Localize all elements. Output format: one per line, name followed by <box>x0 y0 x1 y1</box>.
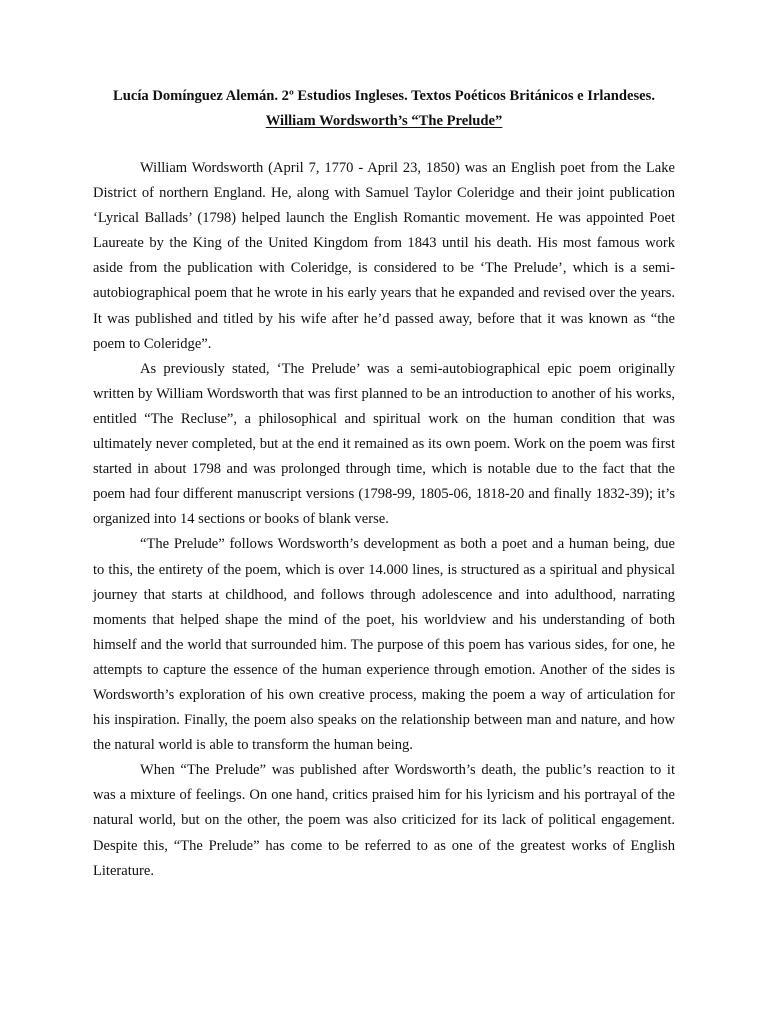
course-line: Lucía Domínguez Alemán. 2º Estudios Ingleses. Textos Poéticos Británicos e Irlandeses. <box>113 88 655 104</box>
document-page <box>93 84 675 884</box>
paragraph-introduction: William Wordsworth (April 7, 1770 - April 23, 1850) was an English poet from the Lake District of northern England. He, along with Samuel Taylor Coleridge and their joint publication ‘Lyrical Ballads’ (1798) helped launch the English Romantic movement. He was appointed Poet Laureate by the King of the United Kingdom from 1843 until his death. His most famous work aside from the publication with Coleridge, is considered to be ‘The Prelude’, which is a semi-autobiographical poem that he wrote in his early years that he expanded and revised over the years. It was published and titled by his wife after he’d passed away, before that it was known as “the poem to Coleridge”. <box>93 160 675 352</box>
document-header <box>93 84 675 134</box>
paragraph-background: As previously stated, ‘The Prelude’ was a semi-autobiographical epic poem originally written by William Wordsworth that was first planned to be an introduction to another of his works, entitled “The Recluse”, a philosophical and spiritual work on the human condition that was ultimately never completed, but at the end it remained as its own poem. Work on the poem was first started in about 1798 and was prolonged through time, which is notable due to the fact that the poem had four different manuscript versions (1798-99, 1805-06, 1818-20 and finally 1832-39); it’s organized into 14 sections or books of blank verse. <box>93 360 675 528</box>
essay-title: William Wordsworth’s “The Prelude” <box>265 113 503 129</box>
essay-body <box>93 156 675 884</box>
paragraph-themes: “The Prelude” follows Wordsworth’s development as both a poet and a human being, due to this, the entirety of the poem, which is over 14.000 lines, is structured as a spiritual and physical journey that starts at childhood, and follows through adolescence and into adulthood, narrating moments that helped shape the mind of the poet, his worldview and his understanding of both himself and the world that surrounded him. The purpose of this poem has various sides, for one, he attempts to capture the essence of the human experience through emotion. Another of the sides is Wordsworth’s exploration of his own creative process, making the poem a way of articulation for his inspiration. Finally, the poem also speaks on the relationship between man and nature, and how the natural world is able to transform the human being. <box>93 536 675 754</box>
paragraph-reception: When “The Prelude” was published after Wordsworth’s death, the public’s reaction to it was a mixture of feelings. On one hand, critics praised him for his lyricism and his portrayal of the natural world, but on the other, the poem was also criticized for its lack of political engagement. Despite this, “The Prelude” has come to be referred to as one of the greatest works of English Literature. <box>93 762 675 879</box>
